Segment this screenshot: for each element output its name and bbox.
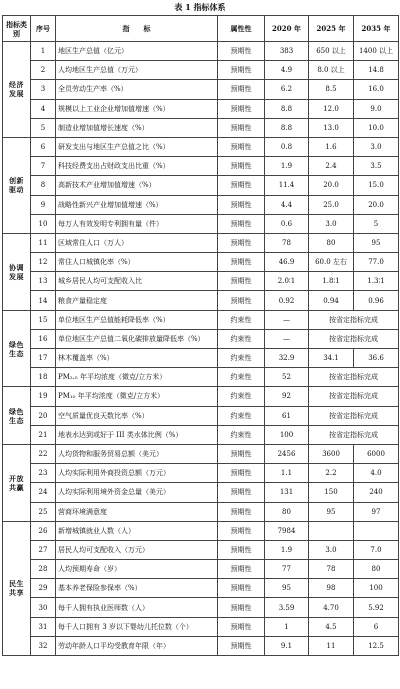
table-row <box>3 540 399 559</box>
row-number: 25 <box>31 502 56 521</box>
value-2035: 20.0 <box>354 195 399 214</box>
value-2035: 15.0 <box>354 176 399 195</box>
table-row <box>3 368 399 387</box>
value-2035: 5.92 <box>354 598 399 617</box>
attribute-cell: 预期性 <box>218 176 265 195</box>
row-number: 5 <box>31 118 56 137</box>
value-merged: 按省定指标完成 <box>309 368 399 387</box>
value-2035 <box>354 521 399 540</box>
attribute-cell: 预期性 <box>218 521 265 540</box>
category-cell: 绿色生态 <box>3 310 31 387</box>
attribute-cell: 预期性 <box>218 61 265 80</box>
indicator-name: 地区生产总值（亿元） <box>56 42 218 61</box>
indicator-name: 战略性新兴产业增加值增速（%） <box>56 195 218 214</box>
attribute-cell: 预期性 <box>218 137 265 156</box>
row-number: 19 <box>31 387 56 406</box>
row-number: 27 <box>31 540 56 559</box>
header-seq: 序号 <box>31 16 56 42</box>
table-row <box>3 137 399 156</box>
value-2020: 7984 <box>265 521 309 540</box>
value-2035: 3.5 <box>354 157 399 176</box>
value-2035: 12.5 <box>354 636 399 655</box>
value-merged: 按省定指标完成 <box>309 387 399 406</box>
attribute-cell: 预期性 <box>218 464 265 483</box>
indicator-name: 林木覆盖率（%） <box>56 349 218 368</box>
value-2025: 78 <box>309 560 354 579</box>
indicator-name: 居民人均可支配收入（万元） <box>56 540 218 559</box>
row-number: 15 <box>31 310 56 329</box>
value-2020: 61 <box>265 406 309 425</box>
value-2025: 60.0 左右 <box>309 253 354 272</box>
value-2020: 1 <box>265 617 309 636</box>
value-2020: 131 <box>265 483 309 502</box>
value-2025: 25.0 <box>309 195 354 214</box>
value-2020: 46.9 <box>265 253 309 272</box>
indicator-name: 高新技术产业增加值增速（%） <box>56 176 218 195</box>
row-number: 23 <box>31 464 56 483</box>
attribute-cell: 预期性 <box>218 42 265 61</box>
value-2025: 80 <box>309 233 354 252</box>
value-2020: 78 <box>265 233 309 252</box>
category-cell: 创新驱动 <box>3 137 31 233</box>
value-2025: 1.8∶1 <box>309 272 354 291</box>
value-2025: 3600 <box>309 444 354 463</box>
row-number: 2 <box>31 61 56 80</box>
value-2020: 1.9 <box>265 157 309 176</box>
indicator-name: 地表水达到或好于 III 类水体比例（%） <box>56 425 218 444</box>
category-cell: 民生共享 <box>3 521 31 655</box>
value-2025: 0.94 <box>309 291 354 310</box>
row-number: 10 <box>31 214 56 233</box>
value-2020: 1.1 <box>265 464 309 483</box>
value-2035: 80 <box>354 560 399 579</box>
category-cell: 开放共赢 <box>3 444 31 521</box>
value-2020: 2.0∶1 <box>265 272 309 291</box>
table-row <box>3 598 399 617</box>
category-cell: 协调发展 <box>3 233 31 310</box>
value-2035: 95 <box>354 233 399 252</box>
attribute-cell: 预期性 <box>218 636 265 655</box>
value-2020: 4.4 <box>265 195 309 214</box>
value-2025: 2.4 <box>309 157 354 176</box>
indicator-name: 研发支出与地区生产总值之比（%） <box>56 137 218 156</box>
table-row <box>3 387 399 406</box>
value-2035: 1.3∶1 <box>354 272 399 291</box>
category-cell: 绿色生态 <box>3 387 31 445</box>
attribute-cell: 预期性 <box>218 540 265 559</box>
indicator-name: 单位地区生产总值能耗降低率（%） <box>56 310 218 329</box>
row-number: 7 <box>31 157 56 176</box>
value-2020: 8.8 <box>265 118 309 137</box>
row-number: 32 <box>31 636 56 655</box>
row-number: 21 <box>31 425 56 444</box>
value-2020: 8.8 <box>265 99 309 118</box>
row-number: 4 <box>31 99 56 118</box>
attribute-cell: 约束性 <box>218 368 265 387</box>
value-2020: 0.8 <box>265 137 309 156</box>
table-row <box>3 406 399 425</box>
attribute-cell: 预期性 <box>218 579 265 598</box>
value-2020: 0.6 <box>265 214 309 233</box>
value-2025: 3.0 <box>309 214 354 233</box>
value-2020: 3.59 <box>265 598 309 617</box>
table-row <box>3 61 399 80</box>
attribute-cell: 约束性 <box>218 329 265 348</box>
header-attr: 属性性 <box>218 16 265 42</box>
value-2020: 32.9 <box>265 349 309 368</box>
table-body <box>3 42 399 656</box>
attribute-cell: 预期性 <box>218 99 265 118</box>
value-2035: 6 <box>354 617 399 636</box>
indicator-name: 人均实际利用境外资金总量（美元） <box>56 483 218 502</box>
value-2020: 52 <box>265 368 309 387</box>
attribute-cell: 约束性 <box>218 349 265 368</box>
value-2025: 34.1 <box>309 349 354 368</box>
row-number: 31 <box>31 617 56 636</box>
table-row <box>3 253 399 272</box>
indicator-name: 人均地区生产总值（万元） <box>56 61 218 80</box>
value-2035: 240 <box>354 483 399 502</box>
row-number: 26 <box>31 521 56 540</box>
row-number: 3 <box>31 80 56 99</box>
indicator-name: 每万人有效发明专利拥有量（件） <box>56 214 218 233</box>
row-number: 28 <box>31 560 56 579</box>
attribute-cell: 约束性 <box>218 406 265 425</box>
value-2035: 3.0 <box>354 137 399 156</box>
attribute-cell: 约束性 <box>218 387 265 406</box>
indicator-name: 每千人拥有执业医师数（人） <box>56 598 218 617</box>
value-2025: 150 <box>309 483 354 502</box>
table-row <box>3 636 399 655</box>
row-number: 11 <box>31 233 56 252</box>
table-row <box>3 464 399 483</box>
table-row <box>3 195 399 214</box>
row-number: 22 <box>31 444 56 463</box>
value-2035: 97 <box>354 502 399 521</box>
row-number: 6 <box>31 137 56 156</box>
value-2020: 92 <box>265 387 309 406</box>
value-2035: 6000 <box>354 444 399 463</box>
table-row <box>3 157 399 176</box>
value-2035: 0.96 <box>354 291 399 310</box>
value-2035: 4.0 <box>354 464 399 483</box>
attribute-cell: 约束性 <box>218 310 265 329</box>
table-row <box>3 42 399 61</box>
value-2025 <box>309 521 354 540</box>
attribute-cell: 预期性 <box>218 233 265 252</box>
value-2025: 98 <box>309 579 354 598</box>
attribute-cell: 预期性 <box>218 617 265 636</box>
table-row <box>3 310 399 329</box>
row-number: 8 <box>31 176 56 195</box>
attribute-cell: 预期性 <box>218 291 265 310</box>
value-2025: 1.6 <box>309 137 354 156</box>
row-number: 16 <box>31 329 56 348</box>
value-2025: 4.5 <box>309 617 354 636</box>
table-row <box>3 502 399 521</box>
indicator-name: 人均实际利用外商投资总额（万元） <box>56 464 218 483</box>
value-2020: 6.2 <box>265 80 309 99</box>
value-2025: 8.5 <box>309 80 354 99</box>
header-2025: 2025 年 <box>309 16 354 42</box>
indicator-name: 劳动年龄人口平均受教育年限（年） <box>56 636 218 655</box>
value-2020: 383 <box>265 42 309 61</box>
value-2035: 10.0 <box>354 118 399 137</box>
header-2035: 2035 年 <box>354 16 399 42</box>
header-2020: 2020 年 <box>265 16 309 42</box>
row-number: 14 <box>31 291 56 310</box>
indicator-name: 单位地区生产总值二氧化碳排放量降低率（%） <box>56 329 218 348</box>
value-2020: 100 <box>265 425 309 444</box>
row-number: 1 <box>31 42 56 61</box>
attribute-cell: 预期性 <box>218 560 265 579</box>
header-indicator: 指 标 <box>56 16 218 42</box>
attribute-cell: 预期性 <box>218 253 265 272</box>
attribute-cell: 预期性 <box>218 118 265 137</box>
indicator-name: 基本养老保险参保率（%） <box>56 579 218 598</box>
value-2020: — <box>265 329 309 348</box>
value-2020: 95 <box>265 579 309 598</box>
table-row <box>3 425 399 444</box>
value-2035: 5 <box>354 214 399 233</box>
attribute-cell: 预期性 <box>218 444 265 463</box>
value-2035: 1400 以上 <box>354 42 399 61</box>
table-row <box>3 291 399 310</box>
indicator-name: 科技经费支出占财政支出比重（%） <box>56 157 218 176</box>
indicator-name: 人均预期寿命（岁） <box>56 560 218 579</box>
value-2025: 3.0 <box>309 540 354 559</box>
attribute-cell: 预期性 <box>218 157 265 176</box>
value-2025: 12.0 <box>309 99 354 118</box>
attribute-cell: 预期性 <box>218 598 265 617</box>
indicator-name: 区域常住人口（万人） <box>56 233 218 252</box>
indicator-name: 常住人口城镇化率（%） <box>56 253 218 272</box>
indicator-name: 新增城镇就业人数（人） <box>56 521 218 540</box>
value-2020: 0.92 <box>265 291 309 310</box>
indicator-name: 城乡居民人均可支配收入比 <box>56 272 218 291</box>
value-2035: 9.0 <box>354 99 399 118</box>
indicator-name: 全员劳动生产率（%） <box>56 80 218 99</box>
row-number: 20 <box>31 406 56 425</box>
table-title: 表 1 指标体系 <box>174 2 226 12</box>
row-number: 12 <box>31 253 56 272</box>
attribute-cell: 预期性 <box>218 214 265 233</box>
value-merged: 按省定指标完成 <box>309 329 399 348</box>
indicator-name: 空气质量优良天数比率（%） <box>56 406 218 425</box>
value-merged: 按省定指标完成 <box>309 425 399 444</box>
table-row <box>3 99 399 118</box>
row-number: 29 <box>31 579 56 598</box>
indicator-table <box>2 15 399 656</box>
value-2020: 80 <box>265 502 309 521</box>
table-row <box>3 521 399 540</box>
row-number: 17 <box>31 349 56 368</box>
value-2025: 2.2 <box>309 464 354 483</box>
indicator-name: 粮食产量稳定度 <box>56 291 218 310</box>
value-merged: 按省定指标完成 <box>309 406 399 425</box>
value-2025: 8.0 以上 <box>309 61 354 80</box>
value-2035: 16.0 <box>354 80 399 99</box>
value-2025: 13.0 <box>309 118 354 137</box>
table-row <box>3 483 399 502</box>
value-merged: 按省定指标完成 <box>309 310 399 329</box>
value-2035: 14.8 <box>354 61 399 80</box>
value-2025: 4.70 <box>309 598 354 617</box>
indicator-name: PM₁₀ 年平均浓度（微克/立方米） <box>56 387 218 406</box>
value-2025: 11 <box>309 636 354 655</box>
table-row <box>3 233 399 252</box>
table-row <box>3 579 399 598</box>
value-2035: 100 <box>354 579 399 598</box>
attribute-cell: 约束性 <box>218 425 265 444</box>
table-row <box>3 176 399 195</box>
row-number: 30 <box>31 598 56 617</box>
table-row <box>3 214 399 233</box>
value-2035: 7.0 <box>354 540 399 559</box>
table-row <box>3 349 399 368</box>
attribute-cell: 预期性 <box>218 483 265 502</box>
table-row <box>3 617 399 636</box>
value-2025: 650 以上 <box>309 42 354 61</box>
value-2020: 77 <box>265 560 309 579</box>
indicator-name: 规模以上工业企业增加值增速（%） <box>56 99 218 118</box>
indicator-name: 制造业增加值增长速度（%） <box>56 118 218 137</box>
value-2020: 2456 <box>265 444 309 463</box>
attribute-cell: 预期性 <box>218 80 265 99</box>
attribute-cell: 预期性 <box>218 195 265 214</box>
table-row <box>3 272 399 291</box>
value-2020: 11.4 <box>265 176 309 195</box>
attribute-cell: 预期性 <box>218 502 265 521</box>
attribute-cell: 预期性 <box>218 272 265 291</box>
row-number: 9 <box>31 195 56 214</box>
value-2025: 20.0 <box>309 176 354 195</box>
table-row <box>3 80 399 99</box>
header-category: 指标类别 <box>3 16 31 42</box>
indicator-name: 营商环境满意度 <box>56 502 218 521</box>
category-cell: 经济发展 <box>3 42 31 138</box>
value-2020: 9.1 <box>265 636 309 655</box>
indicator-name: 人均货物和服务贸易总额（美元） <box>56 444 218 463</box>
table-row <box>3 444 399 463</box>
row-number: 18 <box>31 368 56 387</box>
indicator-name: PM₂.₅ 年平均浓度（微克/立方米） <box>56 368 218 387</box>
value-2025: 95 <box>309 502 354 521</box>
table-header <box>3 16 399 42</box>
value-2020: 4.9 <box>265 61 309 80</box>
row-number: 24 <box>31 483 56 502</box>
table-row <box>3 560 399 579</box>
value-2020: 1.9 <box>265 540 309 559</box>
value-2035: 36.6 <box>354 349 399 368</box>
value-2035: 77.0 <box>354 253 399 272</box>
row-number: 13 <box>31 272 56 291</box>
table-row <box>3 329 399 348</box>
indicator-name: 每千人口拥有 3 岁以下婴幼儿托位数（个） <box>56 617 218 636</box>
value-2020: — <box>265 310 309 329</box>
table-row <box>3 118 399 137</box>
